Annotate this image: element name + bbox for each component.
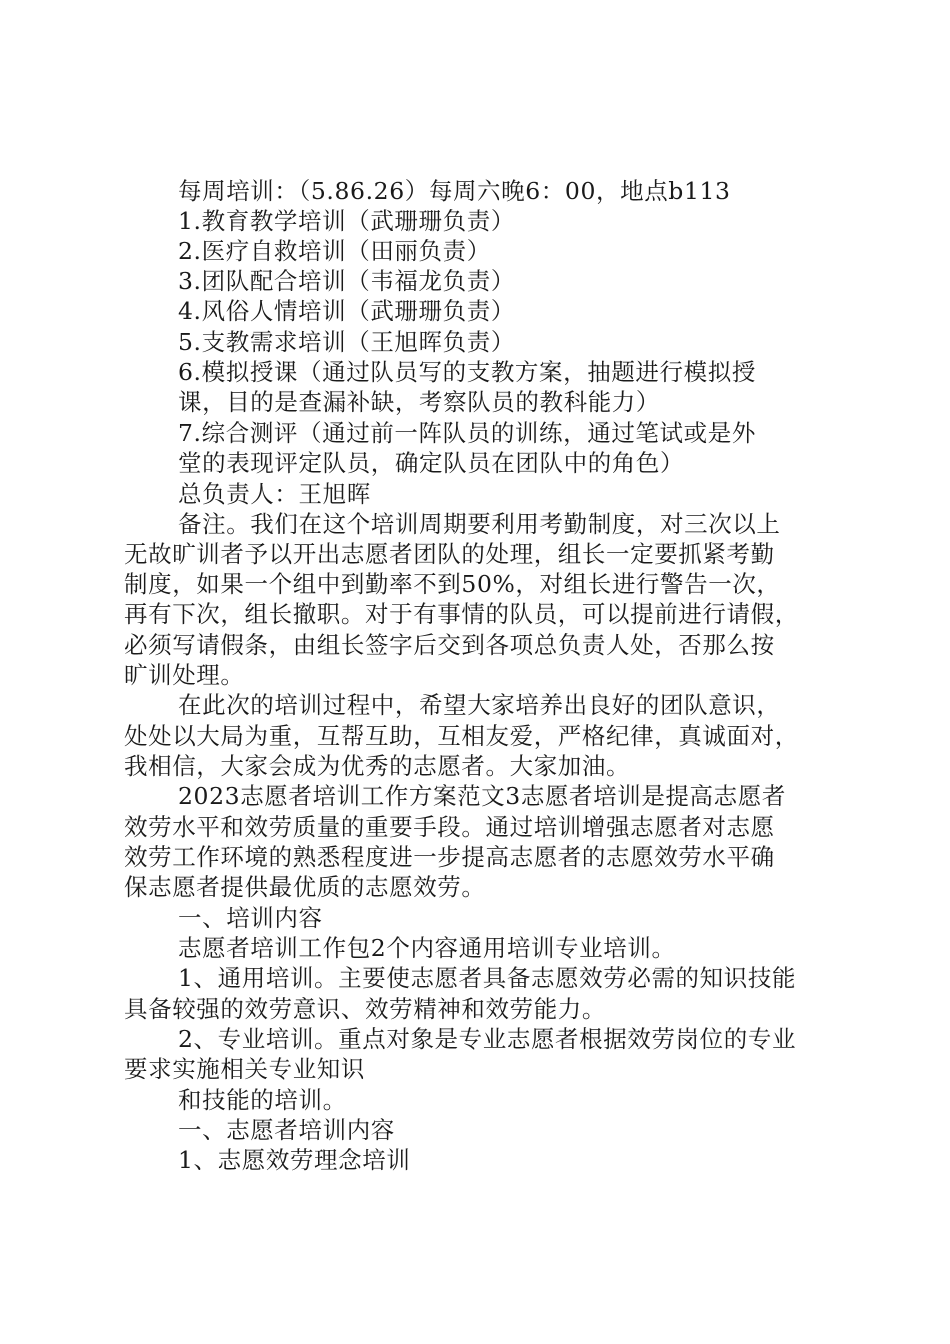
text-line: 在此次的培训过程中，希望大家培养出良好的团队意识，	[178, 691, 781, 719]
text-line: 无故旷训者予以开出志愿者团队的处理，组长一定要抓紧考勤	[124, 540, 775, 568]
text-line: 2、专业培训。重点对象是专业志愿者根据效劳岗位的专业	[178, 1025, 797, 1053]
text-line: 堂的表现评定队员，确定队员在团队中的角色）	[178, 449, 685, 477]
text-line: 我相信，大家会成为优秀的志愿者。大家加油。	[124, 752, 631, 780]
text-line: 旷训处理。	[124, 661, 245, 689]
text-line: 志愿者培训工作包2个内容通用培训专业培训。	[178, 934, 676, 962]
text-line: 制度，如果一个组中到勤率不到50%，对组长进行警告一次，	[124, 570, 781, 598]
text-line: 每周培训：（5.86.26）每周六晚6：00，地点b113	[178, 177, 731, 205]
text-line: 1、志愿效劳理念培训	[178, 1146, 411, 1174]
text-line: 一、培训内容	[178, 904, 323, 932]
text-line: 和技能的培训。	[178, 1086, 347, 1114]
text-line: 3.团队配合培训（韦福龙负责）	[178, 267, 515, 295]
text-line: 总负责人：王旭晖	[178, 480, 371, 508]
text-line: 2.医疗自救培训（田丽负责）	[178, 237, 491, 265]
text-line: 效劳水平和效劳质量的重要手段。通过培训增强志愿者对志愿	[124, 813, 775, 841]
text-line: 课，目的是查漏补缺，考察队员的教科能力）	[178, 388, 660, 416]
text-line: 6.模拟授课（通过队员写的支教方案，抽题进行模拟授	[178, 358, 756, 386]
text-line: 1、通用培训。主要使志愿者具备志愿效劳必需的知识技能	[178, 964, 797, 992]
text-line: 1.教育教学培训（武珊珊负责）	[178, 207, 515, 235]
text-line: 保志愿者提供最优质的志愿效劳。	[124, 873, 486, 901]
text-line: 7.综合测评（通过前一阵队员的训练，通过笔试或是外	[178, 419, 756, 447]
text-line: 效劳工作环境的熟悉程度进一步提高志愿者的志愿效劳水平确	[124, 843, 775, 871]
text-line: 处处以大局为重，互帮互助，互相友爱，严格纪律，真诚面对，	[124, 722, 799, 750]
text-line: 再有下次，组长撤职。对于有事情的队员，可以提前进行请假，	[124, 600, 799, 628]
text-line: 2023志愿者培训工作方案范文3志愿者培训是提高志愿者	[178, 782, 786, 810]
text-line: 4.风俗人情培训（武珊珊负责）	[178, 297, 515, 325]
text-line: 备注。我们在这个培训周期要利用考勤制度，对三次以上	[178, 510, 781, 538]
text-line: 一、志愿者培训内容	[178, 1116, 395, 1144]
text-line: 必须写请假条，由组长签字后交到各项总负责人处，否那么按	[124, 631, 775, 659]
text-line: 要求实施相关专业知识	[124, 1055, 365, 1083]
text-line: 具备较强的效劳意识、效劳精神和效劳能力。	[124, 995, 606, 1023]
text-line: 5.支教需求培训（王旭晖负责）	[178, 328, 515, 356]
